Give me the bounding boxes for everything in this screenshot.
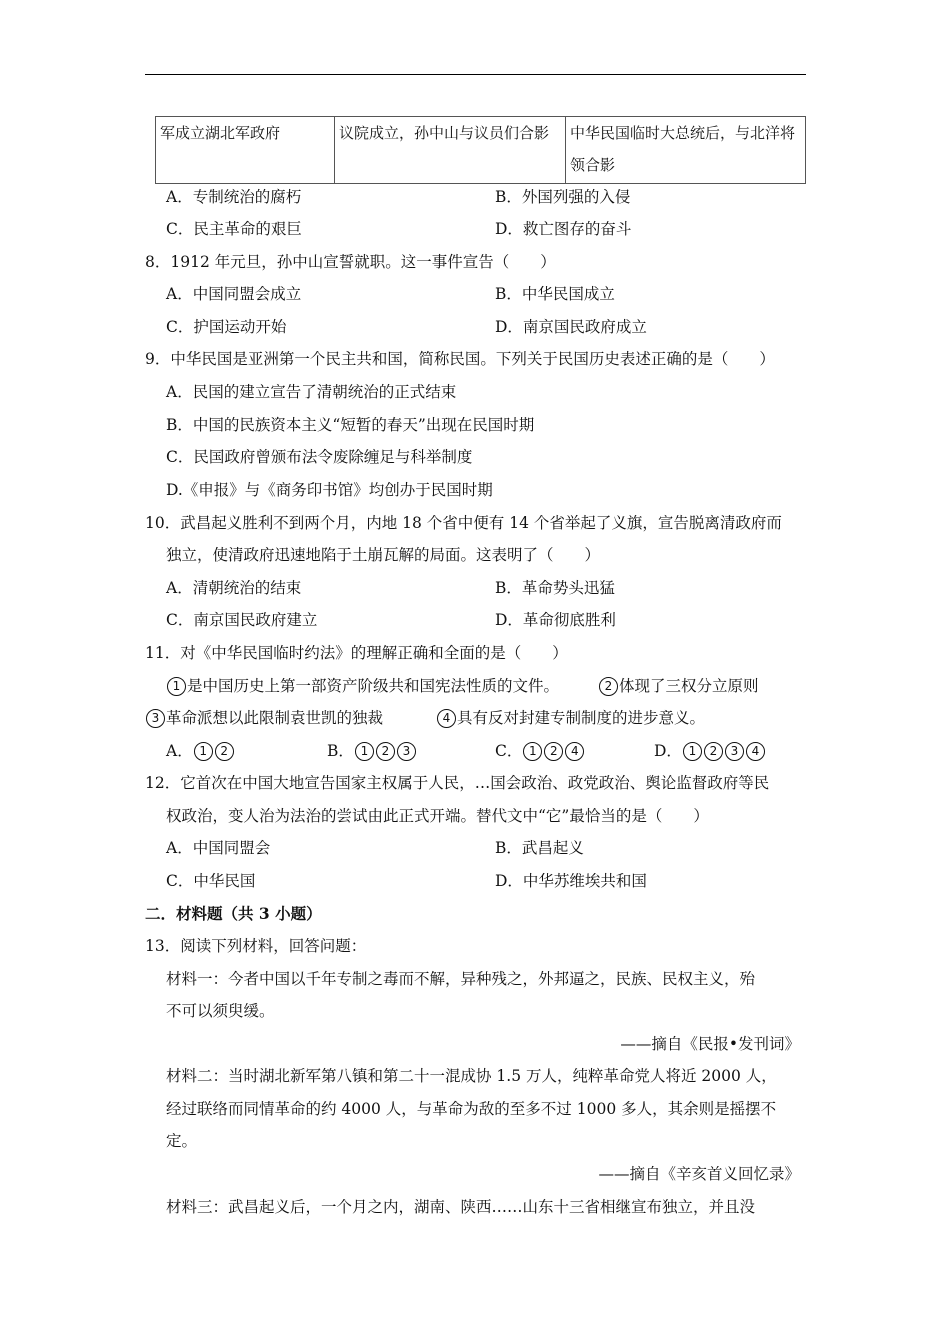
q11-option-a[interactable]: A． 1 2 bbox=[166, 741, 235, 761]
q12-stem-line2: 权政治，变人治为法治的尝试由此正式开端。替代文中“它”最恰当的是（ ） bbox=[166, 807, 709, 825]
q11-item-1: 1 是中国历史上第一部资产阶级共和国宪法性质的文件。 bbox=[166, 676, 559, 696]
q11-item-2: 2 体现了三权分立原则 bbox=[598, 676, 759, 696]
q9-stem: 9．中华民国是亚洲第一个民主共和国，简称民国。下列关于民国历史表述正确的是（ ） bbox=[145, 350, 775, 368]
q11-item-4: 4 具有反对封建专制制度的进步意义。 bbox=[436, 708, 705, 728]
material-3-line1: 材料三：武昌起义后，一个月之内，湖南、陕西……山东十三省相继宣布独立，并且没 bbox=[166, 1198, 756, 1216]
q9-option-b[interactable]: B．中国的民族资本主义“短暂的春天”出现在民国时期 bbox=[166, 416, 535, 434]
q7-option-c[interactable]: C．民主革命的艰巨 bbox=[166, 220, 302, 238]
header-rule bbox=[145, 74, 806, 75]
q13-stem: 13．阅读下列材料，回答问题： bbox=[145, 937, 367, 955]
q9-option-c[interactable]: C．民国政府曾颁布法令废除缠足与科举制度 bbox=[166, 448, 473, 466]
q12-option-a[interactable]: A．中国同盟会 bbox=[166, 839, 271, 857]
q12-option-c[interactable]: C．中华民国 bbox=[166, 872, 256, 890]
material-2-source: ——摘自《辛亥首义回忆录》 bbox=[598, 1165, 800, 1183]
q8-option-a[interactable]: A．中国同盟会成立 bbox=[166, 285, 302, 303]
q7-option-b[interactable]: B．外国列强的入侵 bbox=[495, 188, 631, 206]
circled-number: 3 bbox=[146, 709, 165, 728]
q8-option-d[interactable]: D．南京国民政府成立 bbox=[495, 318, 647, 336]
q10-option-a[interactable]: A．清朝统治的结束 bbox=[166, 579, 302, 597]
material-2-line3: 定。 bbox=[166, 1132, 198, 1150]
circled-number: 4 bbox=[437, 709, 456, 728]
q11-option-b[interactable]: B． 1 2 3 bbox=[327, 741, 417, 761]
q10-option-d[interactable]: D．革命彻底胜利 bbox=[495, 611, 616, 629]
table-cell: 军成立湖北军政府 bbox=[156, 117, 335, 184]
circled-number: 2 bbox=[599, 677, 618, 696]
material-1-line1: 材料一：今者中国以千年专制之毒而不解，异种残之，外邦逼之，民族、民权主义，殆 bbox=[166, 970, 756, 988]
q10-option-b[interactable]: B．革命势头迅猛 bbox=[495, 579, 615, 597]
q10-stem-line2: 独立，使清政府迅速地陷于土崩瓦解的局面。这表明了（ ） bbox=[166, 546, 601, 564]
material-2-line2: 经过联络而同情革命的约 4000 人，与革命为敌的至多不过 1000 多人，其余则是摇摆不 bbox=[166, 1100, 777, 1118]
q11-option-c[interactable]: C． 1 2 4 bbox=[495, 741, 585, 761]
q12-stem-line1: 12．它首次在中国大地宣告国家主权属于人民，…国会政治、政党政治、舆论监督政府等民 bbox=[145, 774, 770, 792]
q11-item-3: 3 革命派想以此限制袁世凯的独裁 bbox=[145, 708, 383, 728]
q7-option-d[interactable]: D．救亡图存的奋斗 bbox=[495, 220, 632, 238]
q10-stem-line1: 10．武昌起义胜利不到两个月，内地 18 个省中便有 14 个省举起了义旗，宣告脱离清政府而 bbox=[145, 514, 782, 532]
q11-stem: 11．对《中华民国临时约法》的理解正确和全面的是（ ） bbox=[145, 644, 568, 662]
circled-number: 1 bbox=[167, 677, 186, 696]
q7-option-a[interactable]: A．专制统治的腐朽 bbox=[166, 188, 302, 206]
q9-option-a[interactable]: A．民国的建立宣告了清朝统治的正式结束 bbox=[166, 383, 457, 401]
q8-option-c[interactable]: C．护国运动开始 bbox=[166, 318, 287, 336]
q8-option-b[interactable]: B．中华民国成立 bbox=[495, 285, 615, 303]
q8-stem: 8．1912 年元旦，孙中山宣誓就职。这一事件宣告（ ） bbox=[145, 253, 556, 271]
image-caption-table bbox=[155, 116, 806, 184]
material-1-line2: 不可以须臾缓。 bbox=[166, 1002, 275, 1020]
table-cell: 中华民国临时大总统后，与北洋将领合影 bbox=[566, 117, 806, 184]
table-cell: 议院成立，孙中山与议员们合影 bbox=[335, 117, 566, 184]
q12-option-b[interactable]: B．武昌起义 bbox=[495, 839, 584, 857]
section-title: 二．材料题（共 3 小题） bbox=[145, 904, 322, 923]
q9-option-d[interactable]: D.《申报》与《商务印书馆》均创办于民国时期 bbox=[166, 481, 493, 499]
material-1-source: ——摘自《民报•发刊词》 bbox=[620, 1035, 800, 1053]
q11-option-d[interactable]: D． 1 2 3 4 bbox=[654, 741, 766, 761]
material-2-line1: 材料二：当时湖北新军第八镇和第二十一混成协 1.5 万人，纯粹革命党人将近 2000 人， bbox=[166, 1067, 777, 1085]
q10-option-c[interactable]: C．南京国民政府建立 bbox=[166, 611, 318, 629]
q12-option-d[interactable]: D．中华苏维埃共和国 bbox=[495, 872, 647, 890]
